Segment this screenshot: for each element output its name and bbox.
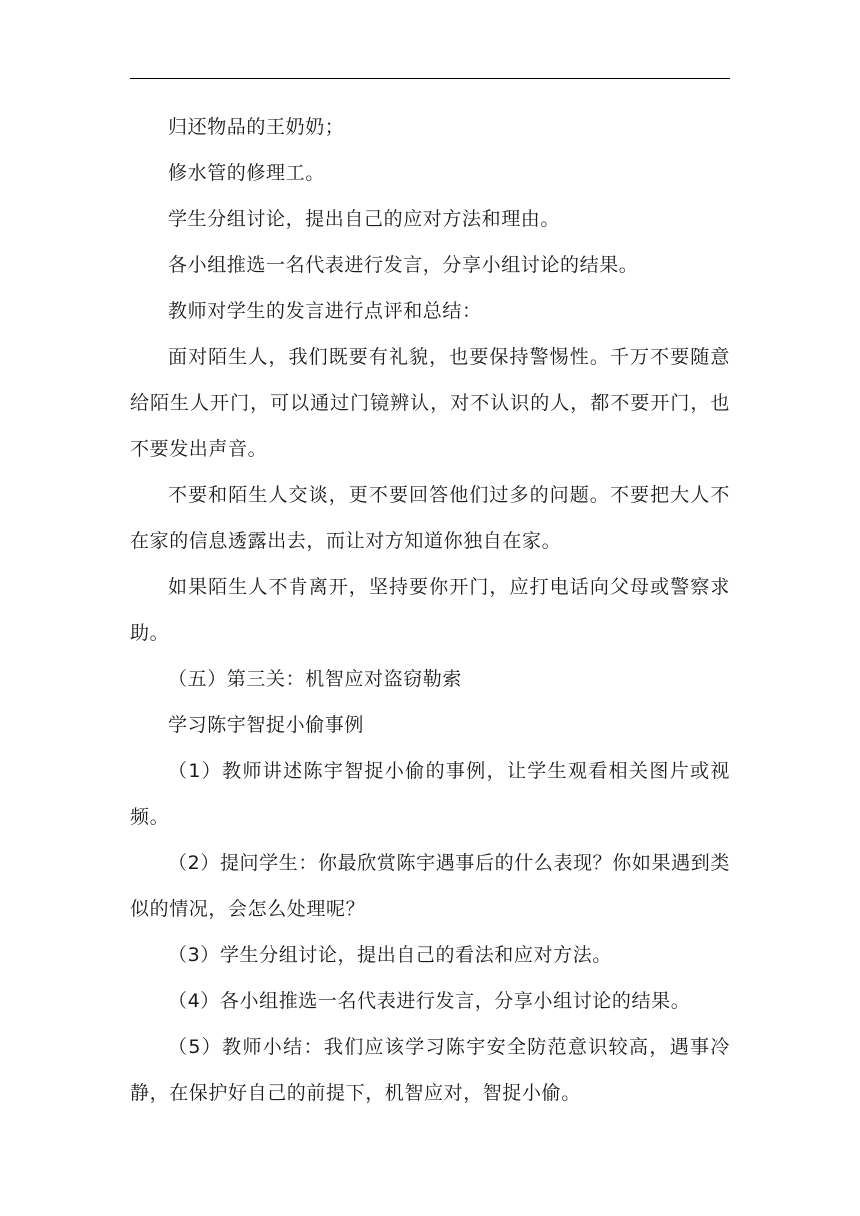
subsection-heading: 学习陈宇智捉小偷事例 bbox=[168, 714, 365, 736]
list-item: （4）各小组推选一名代表进行发言，分享小组讨论的结果。 bbox=[168, 990, 691, 1012]
document-body bbox=[130, 104, 730, 1116]
list-item: （3）学生分组讨论，提出自己的看法和应对方法。 bbox=[168, 944, 612, 966]
paragraph: 学生分组讨论，提出自己的应对方法和理由。 bbox=[168, 208, 561, 230]
paragraph: 如果陌生人不肯离开，坚持要你开门，应打电话向父母或警察求助。 bbox=[130, 576, 730, 644]
paragraph: 面对陌生人，我们既要有礼貌，也要保持警惕性。千万不要随意给陌生人开门，可以通过门镜辨认，对不认识的人，都不要开门，也不要发出声音。 bbox=[130, 346, 730, 460]
list-item: （1）教师讲述陈宇智捉小偷的事例，让学生观看相关图片或视频。 bbox=[130, 760, 730, 828]
list-item: （2）提问学生：你最欣赏陈宇遇事后的什么表现？你如果遇到类似的情况，会怎么处理呢？ bbox=[130, 852, 730, 920]
paragraph: 教师对学生的发言进行点评和总结： bbox=[168, 300, 482, 322]
section-heading: （五）第三关：机智应对盗窃勒索 bbox=[168, 668, 463, 690]
list-item: （5）教师小结：我们应该学习陈宇安全防范意识较高，遇事冷静，在保护好自己的前提下，机智应对，智捉小偷。 bbox=[130, 1036, 730, 1104]
paragraph: 修水管的修理工。 bbox=[168, 162, 325, 184]
paragraph: 归还物品的王奶奶； bbox=[168, 116, 345, 138]
header-rule bbox=[130, 78, 730, 79]
paragraph: 不要和陌生人交谈，更不要回答他们过多的问题。不要把大人不在家的信息透露出去，而让对方知道你独自在家。 bbox=[130, 484, 730, 552]
paragraph: 各小组推选一名代表进行发言，分享小组讨论的结果。 bbox=[168, 254, 639, 276]
